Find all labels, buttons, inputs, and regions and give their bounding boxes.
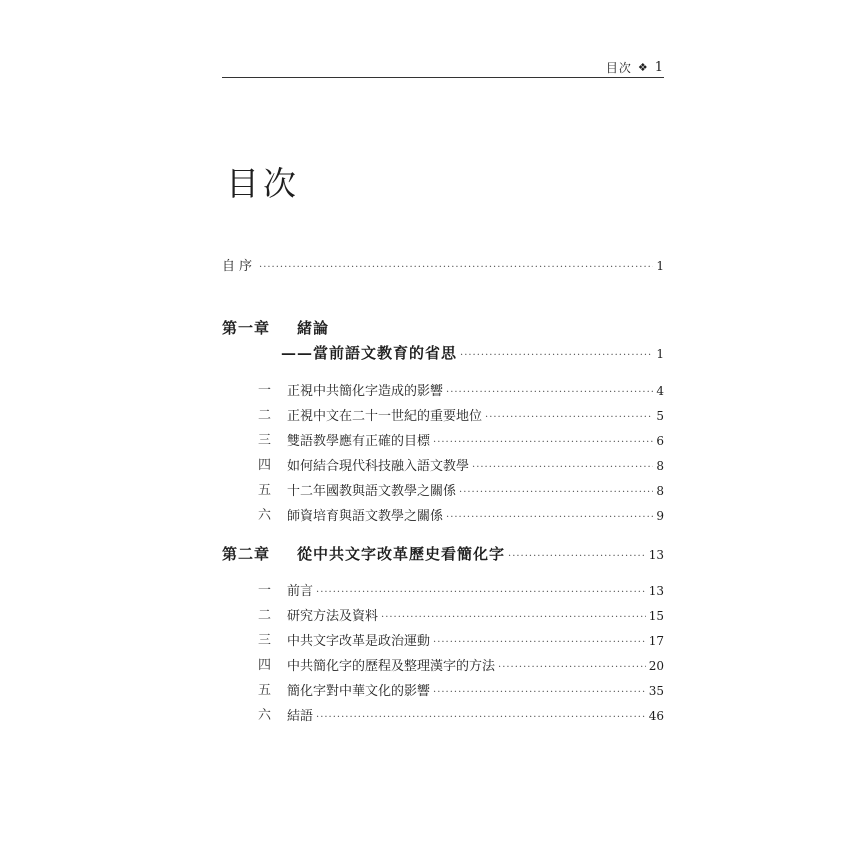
toc-entry-title: 雙語教學應有正確的目標	[287, 434, 431, 449]
page-number: 1	[654, 59, 664, 75]
dot-leader	[446, 507, 653, 529]
dot-leader	[459, 482, 653, 504]
toc-entry-section[interactable]	[287, 380, 664, 402]
section-number: 三	[258, 433, 272, 448]
dot-leader	[316, 707, 646, 729]
toc-entry-section[interactable]	[287, 630, 664, 652]
toc-entry-page: 13	[648, 584, 664, 598]
toc-entry-section[interactable]	[287, 580, 664, 602]
toc-entry-chapter-2[interactable]	[297, 543, 664, 565]
page-title: 目次	[226, 164, 300, 203]
section-number: 五	[258, 683, 272, 698]
dot-leader	[508, 546, 646, 568]
chapter-subtitle: ——當前語文教育的省思	[281, 344, 458, 362]
toc-entry-chapter-1[interactable]	[281, 342, 664, 364]
toc-entry-title: 如何結合現代科技融入語文教學	[287, 459, 470, 474]
toc-entry-page: 46	[648, 709, 664, 723]
toc-entry-page: 8	[656, 484, 664, 498]
toc-entry-title: 師資培育與語文教學之關係	[287, 509, 444, 524]
chapter-number: 第二章	[222, 545, 271, 563]
running-head-label: 目次	[605, 60, 632, 75]
dot-leader	[433, 682, 646, 704]
toc-entry-section[interactable]	[287, 480, 664, 502]
section-number: 四	[258, 458, 272, 473]
toc-entry-page: 13	[648, 548, 664, 562]
toc-entry-page: 1	[656, 259, 664, 273]
toc-entry-page: 20	[648, 659, 664, 673]
section-number: 二	[258, 608, 272, 623]
toc-entry-section[interactable]	[287, 705, 664, 727]
section-number: 五	[258, 483, 272, 498]
toc-entry-title: 研究方法及資料	[287, 609, 379, 624]
toc-entry-section[interactable]	[287, 505, 664, 527]
section-number: 三	[258, 633, 272, 648]
toc-entry-section[interactable]	[287, 405, 664, 427]
section-number: 二	[258, 408, 272, 423]
toc-entry-title: 中共文字改革是政治運動	[287, 634, 431, 649]
toc-entry-title: 結語	[287, 709, 314, 724]
toc-entry-page: 5	[656, 409, 664, 423]
toc-entry-section[interactable]	[287, 455, 664, 477]
dot-leader	[485, 407, 653, 429]
dot-leader	[460, 345, 653, 367]
chapter-title: 緒論	[297, 319, 330, 337]
dot-leader	[381, 607, 646, 629]
dot-leader	[498, 657, 646, 679]
chapter-number: 第一章	[222, 319, 271, 337]
dot-leader	[316, 582, 646, 604]
toc-entry-preface[interactable]	[222, 255, 664, 277]
toc-entry-section[interactable]	[287, 605, 664, 627]
dot-leader	[446, 382, 653, 404]
dot-leader	[472, 457, 653, 479]
header-rule	[222, 77, 664, 78]
dot-leader	[433, 432, 653, 454]
section-number: 一	[258, 383, 272, 398]
section-number: 四	[258, 658, 272, 673]
toc-entry-section[interactable]	[287, 430, 664, 452]
toc-entry-title: 正視中共簡化字造成的影響	[287, 384, 444, 399]
dot-leader	[259, 257, 653, 279]
running-head	[222, 58, 664, 76]
toc-entry-page: 15	[648, 609, 664, 623]
toc-entry-page: 17	[648, 634, 664, 648]
toc-entry-title: 前言	[287, 584, 314, 599]
toc-entry-page: 35	[648, 684, 664, 698]
dot-leader	[433, 632, 646, 654]
toc-entry-section[interactable]	[287, 655, 664, 677]
toc-entry-title: 中共簡化字的歷程及整理漢字的方法	[287, 659, 496, 674]
section-number: 六	[258, 508, 272, 523]
toc-entry-title: 自序	[222, 259, 257, 274]
chapter-title: 從中共文字改革歷史看簡化字	[297, 545, 506, 563]
toc-entry-page: 8	[656, 459, 664, 473]
diamond-icon: ❖	[637, 60, 649, 74]
section-number: 一	[258, 583, 272, 598]
toc-entry-title: 正視中文在二十一世紀的重要地位	[287, 409, 483, 424]
toc-entry-title: 十二年國教與語文教學之關係	[287, 484, 457, 499]
toc-entry-section[interactable]	[287, 680, 664, 702]
toc-entry-page: 4	[656, 384, 664, 398]
toc-entry-page: 6	[656, 434, 664, 448]
toc-entry-page: 1	[656, 347, 664, 361]
toc-entry-page: 9	[656, 509, 664, 523]
toc-entry-title: 簡化字對中華文化的影響	[287, 684, 431, 699]
section-number: 六	[258, 708, 272, 723]
